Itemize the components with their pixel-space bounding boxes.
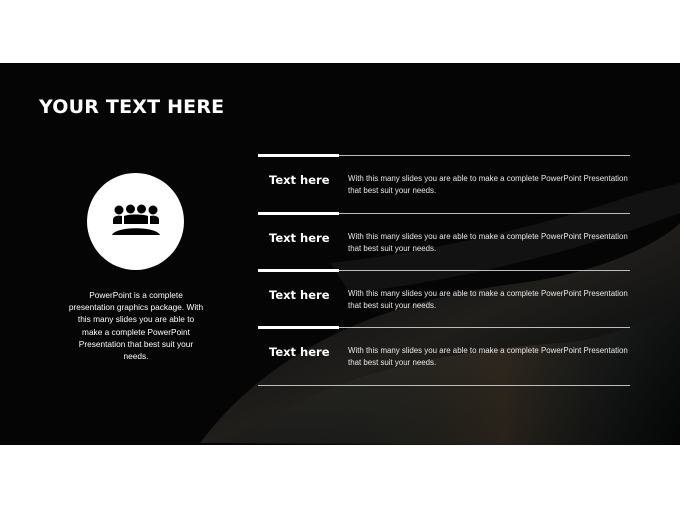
bottom-divider xyxy=(258,385,630,386)
side-description: PowerPoint is a complete presentation graphics package. With this many slides you are able to make a complete PowerPoint Presentation that best suit your needs. xyxy=(68,290,204,362)
meeting-people-icon xyxy=(110,204,162,240)
accent-bar xyxy=(258,212,339,215)
row-description: With this many slides you are able to make a complete PowerPoint Presentation that best suit your needs. xyxy=(348,174,628,195)
list-item xyxy=(258,155,630,213)
accent-bar xyxy=(258,154,339,157)
accent-bar xyxy=(258,326,339,329)
slide xyxy=(0,63,680,445)
page-title: YOUR TEXT HERE xyxy=(39,96,225,118)
row-description: With this many slides you are able to make a complete PowerPoint Presentation that best suit your needs. xyxy=(348,346,628,367)
row-label: Text here xyxy=(269,173,330,187)
row-label: Text here xyxy=(269,231,330,245)
row-label: Text here xyxy=(269,288,330,302)
list-item xyxy=(258,327,630,385)
accent-bar xyxy=(258,269,339,272)
row-description: With this many slides you are able to make a complete PowerPoint Presentation that best suit your needs. xyxy=(348,289,628,310)
row-label: Text here xyxy=(269,345,330,359)
row-description: With this many slides you are able to make a complete PowerPoint Presentation that best suit your needs. xyxy=(348,232,628,253)
icon-circle xyxy=(87,173,184,270)
list-item xyxy=(258,270,630,328)
list-item xyxy=(258,213,630,271)
